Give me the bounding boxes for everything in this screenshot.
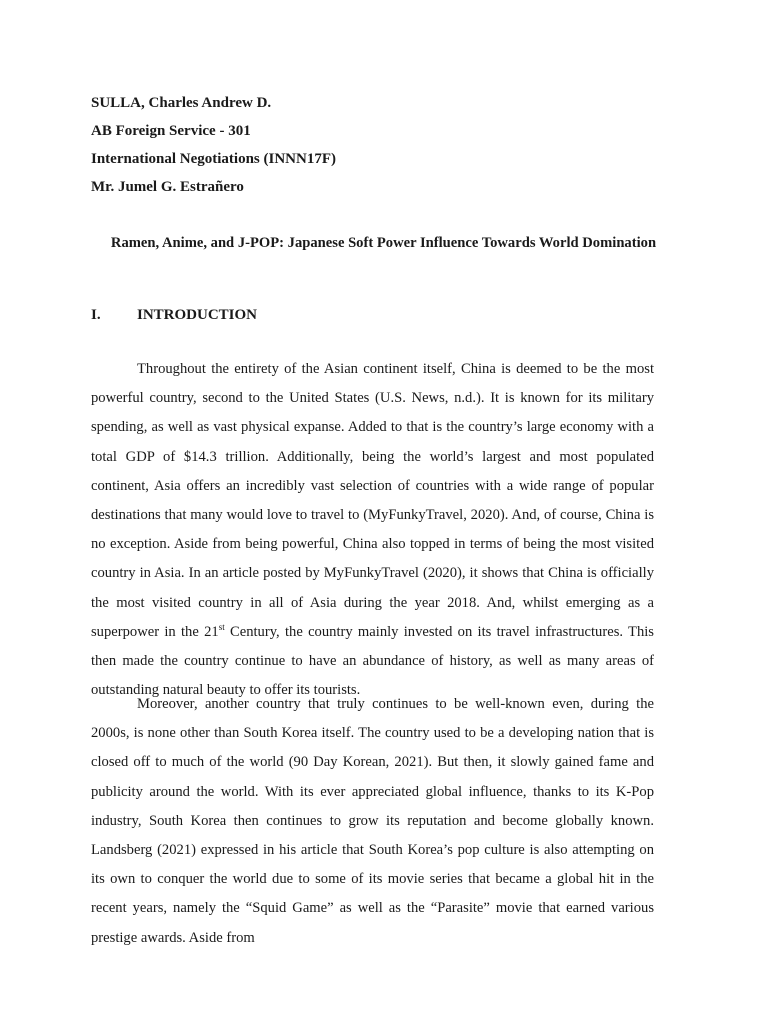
paragraph-1-text-a: Throughout the entirety of the Asian continent itself, China is deemed to be the most powerful country, second to the United States (U.S. News, n.d.). It is known for its military spending, as well as vast physical expanse. Added to that is the country’s large economy with a total GDP of $14.3 trillion. Additionally, being the world’s largest and most populated continent, Asia offers an incredibly vast selection of countries with a wide range of popular destinations that many would love to travel to (MyFunkyTravel, 2020). And, of course, China is no exception. Aside from being powerful, China also topped in terms of being the most visited country in Asia. In an article posted by MyFunkyTravel (2020), it shows that China is officially the most visited country in all of Asia during the year 2018. And, whilst emerging as a superpower in the 21 xyxy=(91,361,654,640)
ordinal-suffix: st xyxy=(218,621,225,632)
course-title: International Negotiations (INNN17F) xyxy=(91,151,336,167)
paragraph-1-text-b: Century, the country mainly invested on its travel infrastructures. This then made the country continue to have an abundance of history, as well as many areas of outstanding natural beauty to offer its tourists. xyxy=(91,623,654,699)
paragraph-1 xyxy=(91,355,654,705)
paragraph-2: Moreover, another country that truly continues to be well-known even, during the 2000s, is none other than South Korea itself. The country used to be a developing nation that is closed off to much of the world (90 Day Korean, 2021). But then, it slowly gained fame and publicity around the world. With its ever appreciated global influence, thanks to its K-Pop industry, South Korea then continues to grow its reputation and become globally known. Landsberg (2021) expressed in his article that South Korea’s pop culture is also attempting on its own to conquer the world due to some of its movie series that became a global hit in the recent years, namely the “Squid Game” as well as the “Parasite” movie that earned various prestige awards. Aside from xyxy=(91,696,654,946)
section-title: INTRODUCTION xyxy=(137,307,258,323)
author-name: SULLA, Charles Andrew D. xyxy=(91,95,272,111)
section-number: I. xyxy=(91,307,101,323)
program-section: AB Foreign Service - 301 xyxy=(91,123,251,139)
section-heading xyxy=(91,307,257,324)
instructor-name: Mr. Jumel G. Estrañero xyxy=(91,179,244,195)
document-title: Ramen, Anime, and J-POP: Japanese Soft Power Influence Towards World Domination xyxy=(110,235,657,251)
